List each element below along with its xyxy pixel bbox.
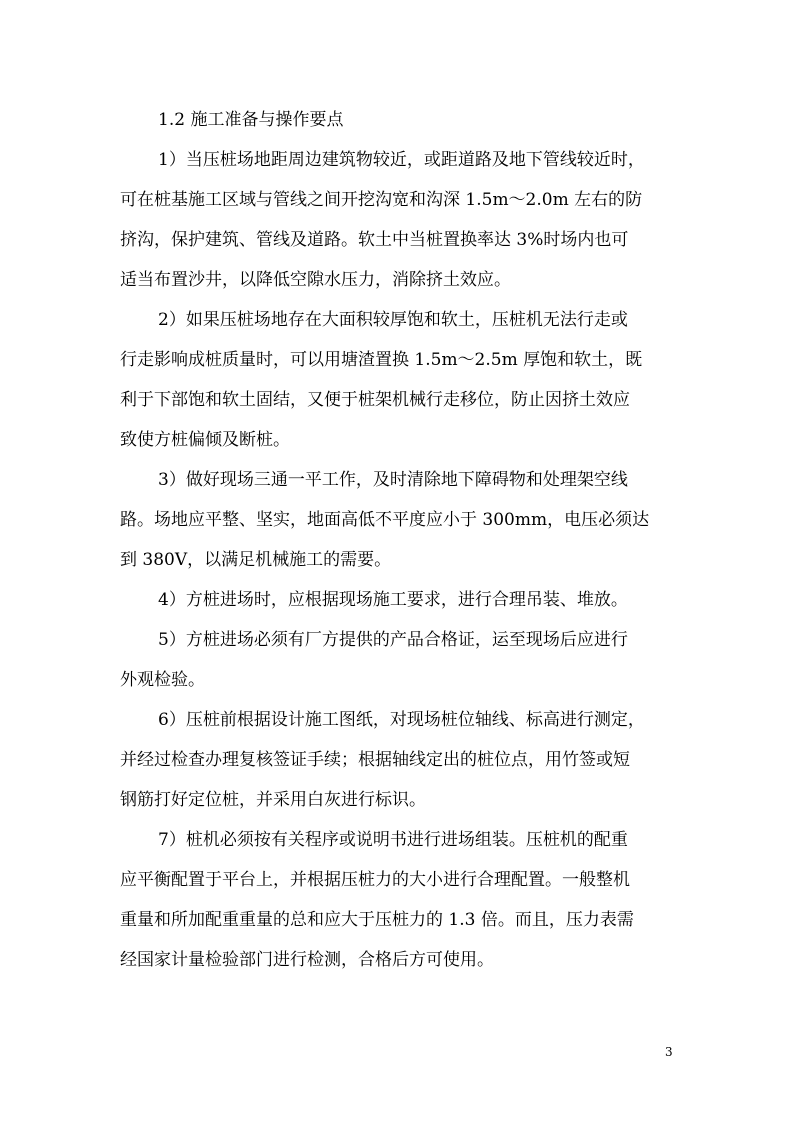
paragraph-line: 重量和所加配重重量的总和应大于压桩力的 1.3 倍。而且，压力表需 (120, 910, 634, 930)
paragraph-line: 挤沟，保护建筑、管线及道路。软土中当桩置换率达 3%时场内也可 (120, 230, 629, 250)
paragraph-line: 经国家计量检验部门进行检测，合格后方可使用。 (120, 950, 494, 970)
paragraph-line: 可在桩基施工区域与管线之间开挖沟宽和沟深 1.5m～2.0m 左右的防 (120, 190, 643, 210)
paragraph-line: 致使方桩偏倾及断桩。 (120, 430, 290, 450)
paragraph (120, 620, 680, 700)
paragraph-line: 4）方桩进场时，应根据现场施工要求，进行合理吊装、堆放。 (158, 590, 628, 610)
page-number: 3 (665, 1045, 673, 1059)
paragraph-line: 并经过检查办理复核签证手续；根据轴线定出的桩位点，用竹签或短 (120, 750, 630, 770)
paragraph-line: 7）桩机必须按有关程序或说明书进行进场组装。压桩机的配重 (158, 830, 628, 850)
paragraph-line: 2）如果压桩场地存在大面积较厚饱和软土，压桩机无法行走或 (158, 310, 628, 330)
paragraph-line: 3）做好现场三通一平工作，及时清除地下障碍物和处理架空线 (158, 470, 628, 490)
paragraph-line: 路。场地应平整、坚实，地面高低不平度应小于 300mm，电压必须达 (120, 510, 650, 530)
paragraph-list (120, 140, 680, 980)
paragraph (120, 580, 680, 620)
paragraph-line: 5）方桩进场必须有厂方提供的产品合格证，运至现场后应进行 (158, 630, 628, 650)
paragraph-line: 钢筋打好定位桩，并采用白灰进行标识。 (120, 790, 426, 810)
paragraph (120, 460, 680, 580)
page-content (120, 100, 680, 980)
paragraph (120, 820, 680, 980)
paragraph-line: 利于下部饱和软土固结，又便于桩架机械行走移位，防止因挤土效应 (120, 390, 630, 410)
paragraph-line: 6）压桩前根据设计施工图纸，对现场桩位轴线、标高进行测定， (158, 710, 645, 730)
paragraph-line: 适当布置沙井，以降低空隙水压力，消除挤土效应。 (120, 270, 511, 290)
section-heading: 1.2 施工准备与操作要点 (158, 110, 344, 130)
paragraph (120, 700, 680, 820)
paragraph (120, 140, 680, 300)
paragraph-line: 行走影响成桩质量时，可以用塘渣置换 1.5m～2.5m 厚饱和软土，既 (120, 350, 643, 370)
paragraph-line: 1）当压桩场地距周边建筑物较近，或距道路及地下管线较近时， (158, 150, 645, 170)
paragraph (120, 300, 680, 460)
paragraph-line: 应平衡配置于平台上，并根据压桩力的大小进行合理配置。一般整机 (120, 870, 630, 890)
paragraph-line: 外观检验。 (120, 670, 205, 690)
paragraph-line: 到 380V，以满足机械施工的需要。 (120, 550, 392, 570)
